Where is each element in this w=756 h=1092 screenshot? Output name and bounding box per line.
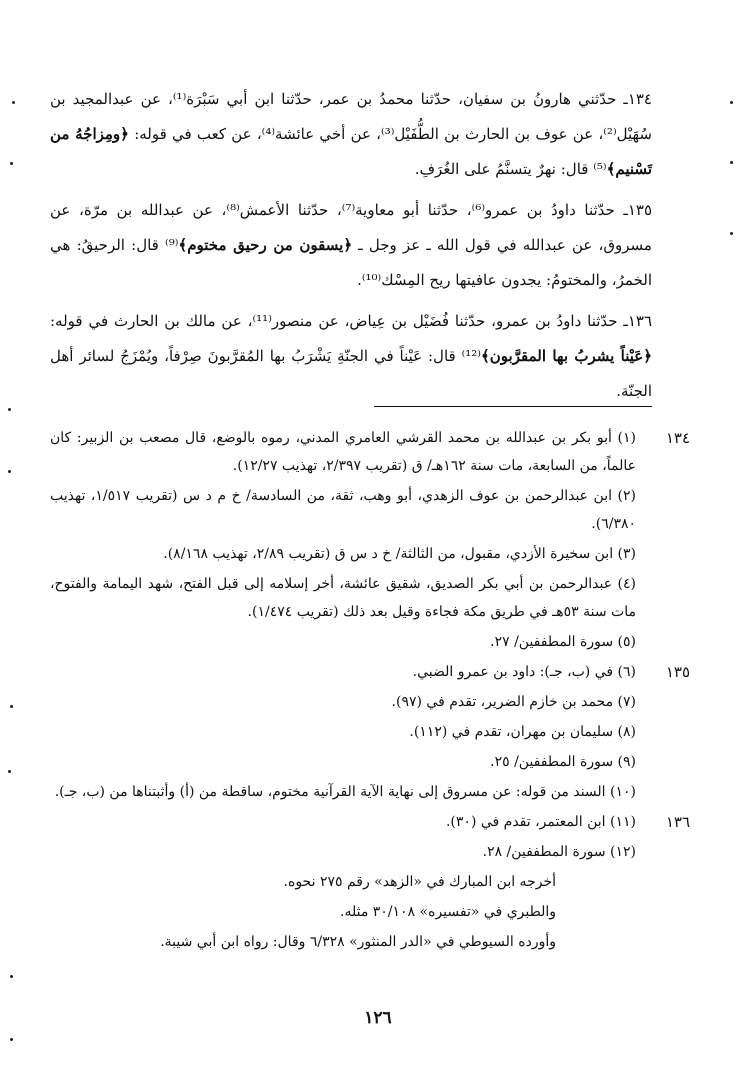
quran-quote-134: ﴿ومِزاجُهُ من تَسْنيم﴾ <box>50 125 652 178</box>
paragraph-136-text: ١٣٦ـ حدّثنا داودُ بن عمرو، حدّثنا فُضَيْل بن عِياض، عن منصور⁽¹¹⁾، عن مالك بن الحارث في قوله: <box>50 312 652 330</box>
margin-mark <box>730 161 733 164</box>
paragraph-136 <box>50 304 652 409</box>
margin-mark <box>730 101 733 104</box>
footnote-7: (٧) محمد بن خازم الضرير، تقدم في (٩٧). <box>391 694 636 710</box>
quran-quote-136: ﴿عَيْناً يشربُ بها المقرَّبون﴾ <box>480 347 652 365</box>
footnote-group-136 <box>50 808 690 956</box>
source-line-3: وأورده السيوطي في «الدر المنثور» ٦/٣٢٨ وقال: رواه ابن أبي شيبة. <box>160 934 556 950</box>
paragraph-136-end: ⁽¹²⁾ قال: عَيْناً في الجنّةِ يَشْرَبُ بها المُقرَّبونَ صِرْفاً، ويُمْزَجُ لسائر أهل الجنّة. <box>50 347 652 400</box>
footnote-group-134 <box>50 424 690 656</box>
footnote-2: (٢) ابن عبدالرحمن بن عوف الزهدي، أبو وهب، ثقة، من السادسة/ خ م د س (تقريب ١/٥١٧، تهذيب ٦/٣٨٠). <box>50 488 636 532</box>
footnote-10: (١٠) السند من قوله: عن مسروق إلى نهاية الآية القرآنية مختوم، ساقطة من (أ) وأثبتناها من (ب، جـ). <box>54 784 636 800</box>
margin-mark <box>10 975 13 978</box>
footnote-divider <box>374 406 652 407</box>
footnotes <box>50 424 690 958</box>
footnote-8: (٨) سليمان بن مهران، تقدم في (١١٢). <box>409 724 636 740</box>
paragraph-134 <box>50 82 652 187</box>
margin-mark <box>730 232 733 235</box>
footnote-9: (٩) سورة المطففين/ ٢٥. <box>490 754 636 770</box>
source-line-1: أخرجه ابن المبارك في «الزهد» رقم ٢٧٥ نحوه. <box>283 874 556 890</box>
footnote-6: (٦) في (ب، جـ): داود بن عمرو الضبي. <box>412 664 636 680</box>
margin-mark <box>8 470 11 473</box>
margin-mark <box>10 162 13 165</box>
footnote-3: (٣) ابن سخيرة الأزدي، مقبول، من الثالثة/ خ د س ق (تقريب ٢/٨٩، تهذيب ٨/١٦٨). <box>163 546 636 562</box>
paragraph-135-text: ١٣٥ـ حدّثنا داودُ بن عمرو⁽⁶⁾، حدّثنا أبو معاوية⁽⁷⁾، حدّثنا الأعمش⁽⁸⁾، عن عبدالله بن مرّة، عن مسروق، عن عبدالله في قول الله ـ عز وجل ـ <box>50 201 652 254</box>
margin-mark <box>8 770 11 773</box>
paragraph-135-end: ⁽⁹⁾ قال: الرحيقُ: هي الخمرُ، والمختومُ: يجدون عافيتها ريح المِسْك⁽¹⁰⁾. <box>50 236 652 289</box>
footnote-1: (١) أبو بكر بن عبدالله بن محمد القرشي العامري المدني، رموه بالوضع، قال مصعب بن الزبير: كان عالماً، من السابعة، مات سنة ١٦٢هـ/ ق (تقريب ٢/٣٩٧، تهذيب ١٢/٢٧). <box>50 430 636 474</box>
source-line-2: والطبري في «تفسيره» ٣٠/١٠٨ مثله. <box>340 904 556 920</box>
footnote-group-number: ١٣٤ <box>665 429 690 447</box>
footnote-5: (٥) سورة المطففين/ ٢٧. <box>490 634 636 650</box>
main-text <box>50 82 652 415</box>
footnote-group-number: ١٣٥ <box>665 663 690 681</box>
margin-mark <box>10 1038 13 1041</box>
paragraph-135 <box>50 193 652 298</box>
page-number: ١٢٦ <box>364 1008 392 1028</box>
footnote-group-number: ١٣٦ <box>665 813 690 831</box>
footnote-12: (١٢) سورة المطففين/ ٢٨. <box>482 844 636 860</box>
footnote-11: (١١) ابن المعتمر، تقدم في (٣٠). <box>445 814 636 830</box>
margin-mark <box>8 408 11 411</box>
footnote-group-135 <box>50 658 690 806</box>
paragraph-134-end: ⁽⁵⁾ قال: نهرٌ يتسنَّمُ على الغُرَفِ. <box>414 160 607 178</box>
paragraph-134-text: ١٣٤ـ حدّثني هارونُ بن سفيان، حدّثنا محمدُ بن عمر، حدّثنا ابن أبي سَبْرَة⁽¹⁾، عن عبدالمجيد بن سُهَيْل⁽²⁾، عن عوف بن الحارث بن الطُّفَيْل⁽³⁾، عن أخي عائشة⁽⁴⁾، عن كعب في قوله: <box>50 90 652 143</box>
margin-mark <box>12 101 15 104</box>
margin-mark <box>10 705 13 708</box>
quran-quote-135: ﴿يسقون من رحيق مختوم﴾ <box>178 236 353 254</box>
footnote-4: (٤) عبدالرحمن بن أبي بكر الصديق، شقيق عائشة، أخر إسلامه إلى قبل الفتح، شهد اليمامة والفتوح، مات سنة ٥٣هـ في طريق مكة فجاءة وقيل بعد ذلك (تقريب ١/٤٧٤). <box>50 576 636 620</box>
